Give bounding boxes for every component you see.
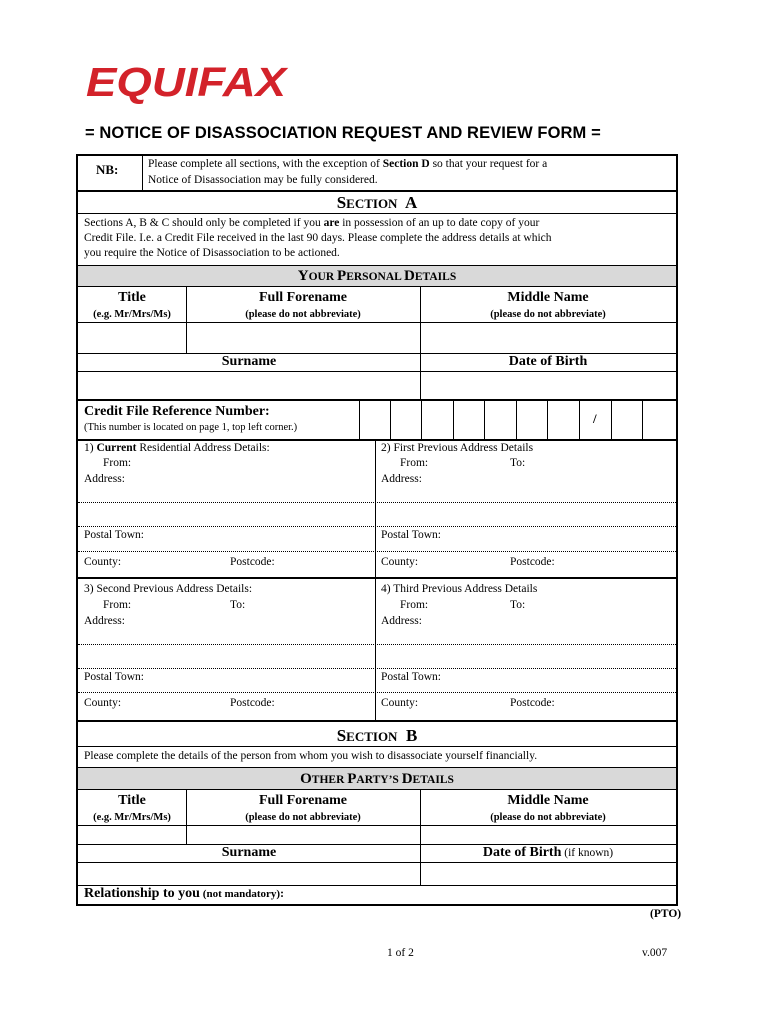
- other-surname-input[interactable]: [79, 863, 419, 885]
- address-2-to[interactable]: To:: [510, 457, 526, 469]
- other-dob-hint: (if known): [564, 847, 614, 859]
- other-title-label: Title: [118, 793, 146, 808]
- credit-file-ref-boxes[interactable]: [359, 401, 676, 439]
- address-3-heading: 3) Second Previous Address Details:: [84, 583, 253, 595]
- address-4-to[interactable]: To:: [510, 599, 526, 611]
- section-b-heading: SECTION B: [336, 726, 418, 745]
- address-2-postcode[interactable]: Postcode:: [510, 556, 555, 568]
- address-4-from[interactable]: From:: [400, 599, 429, 611]
- address-2-address[interactable]: Address:: [381, 473, 422, 485]
- other-dob-label-group: [420, 846, 676, 860]
- address-1-address[interactable]: Address:: [84, 473, 125, 485]
- other-middle-name-input[interactable]: [421, 826, 675, 844]
- nb-text-line2: Notice of Disassociation may be fully considered.: [148, 174, 378, 186]
- other-forename-hint: (please do not abbreviate): [245, 812, 361, 823]
- other-middle-name-label: Middle Name: [507, 793, 589, 808]
- other-partys-details-title: OTHER PARTY’S DETAILS: [300, 771, 454, 787]
- address-3-town[interactable]: Postal Town:: [84, 671, 145, 683]
- other-title-input[interactable]: [79, 826, 185, 844]
- address-4-address[interactable]: Address:: [381, 615, 422, 627]
- page-number: 1 of 2: [387, 947, 414, 959]
- other-middle-name-hint: (please do not abbreviate): [490, 812, 606, 823]
- address-1-county[interactable]: County:: [84, 556, 122, 568]
- title-label: Title: [118, 290, 146, 305]
- form-title: = NOTICE OF DISASSOCIATION REQUEST AND REVIEW FORM =: [85, 124, 601, 142]
- your-personal-details-title: YOUR PERSONAL DETAILS: [297, 268, 457, 284]
- section-a-intro-line2: Credit File. I.e. a Credit File received in the last 90 days. Please complete the address details at which: [84, 232, 552, 244]
- other-surname-label: Surname: [221, 845, 277, 860]
- middle-name-input[interactable]: [421, 323, 675, 353]
- address-3-postcode[interactable]: Postcode:: [230, 697, 275, 709]
- credit-file-ref-separator: /: [593, 411, 597, 426]
- dob-input[interactable]: [421, 372, 675, 399]
- address-1-town[interactable]: Postal Town:: [84, 529, 145, 541]
- other-title-hint: (e.g. Mr/Mrs/Ms): [93, 812, 171, 823]
- other-forename-input[interactable]: [187, 826, 419, 844]
- equifax-logo: [84, 58, 289, 104]
- brand-name: EQUIFAX: [86, 59, 289, 104]
- version-label: v.007: [642, 947, 668, 959]
- address-3-county[interactable]: County:: [84, 697, 122, 709]
- address-1-heading: 1) Current Residential Address Details:: [84, 442, 270, 454]
- address-2-county[interactable]: County:: [381, 556, 419, 568]
- pto-label: (PTO): [650, 908, 682, 920]
- forename-label: Full Forename: [258, 290, 347, 305]
- middle-name-hint: (please do not abbreviate): [490, 309, 606, 320]
- relationship-label-group[interactable]: Relationship to you (not mandatory):: [84, 886, 284, 901]
- address-4-postcode[interactable]: Postcode:: [510, 697, 555, 709]
- other-dob-input[interactable]: [421, 863, 675, 885]
- credit-file-ref-label: Credit File Reference Number:: [84, 404, 270, 419]
- surname-input[interactable]: [79, 372, 419, 399]
- address-2-town[interactable]: Postal Town:: [381, 529, 442, 541]
- credit-file-ref-hint: (This number is located on page 1, top left corner.): [84, 422, 298, 433]
- other-dob-label: Date of Birth: [482, 845, 562, 860]
- forename-hint: (please do not abbreviate): [245, 309, 361, 320]
- address-3-address[interactable]: Address:: [84, 615, 125, 627]
- forename-input[interactable]: [187, 323, 419, 353]
- nb-label: NB:: [96, 162, 119, 177]
- address-1-postcode[interactable]: Postcode:: [230, 556, 275, 568]
- address-3-from[interactable]: From:: [103, 599, 132, 611]
- dob-label: Date of Birth: [508, 354, 588, 369]
- surname-label: Surname: [221, 354, 277, 369]
- section-a-intro-line3: you require the Notice of Disassociation to be actioned.: [84, 247, 340, 259]
- other-forename-label: Full Forename: [258, 793, 347, 808]
- title-input[interactable]: [79, 323, 185, 353]
- address-4-county[interactable]: County:: [381, 697, 419, 709]
- section-a-heading: SECTION A: [336, 193, 418, 212]
- address-2-from[interactable]: From:: [400, 457, 429, 469]
- middle-name-label: Middle Name: [507, 290, 589, 305]
- address-4-town[interactable]: Postal Town:: [381, 671, 442, 683]
- section-b-intro: Please complete the details of the person from whom you wish to disassociate yourself financially.: [84, 750, 538, 762]
- nb-text-line1: Please complete all sections, with the exception of Section D so that your request for a: [148, 158, 548, 170]
- section-a-intro-line1: Sections A, B & C should only be completed if you are in possession of an up to date copy of your: [84, 217, 540, 229]
- address-4-heading: 4) Third Previous Address Details: [381, 583, 538, 595]
- address-2-heading: 2) First Previous Address Details: [381, 442, 534, 454]
- address-3-to[interactable]: To:: [230, 599, 246, 611]
- title-hint: (e.g. Mr/Mrs/Ms): [93, 309, 171, 320]
- address-1-from[interactable]: From:: [103, 457, 132, 469]
